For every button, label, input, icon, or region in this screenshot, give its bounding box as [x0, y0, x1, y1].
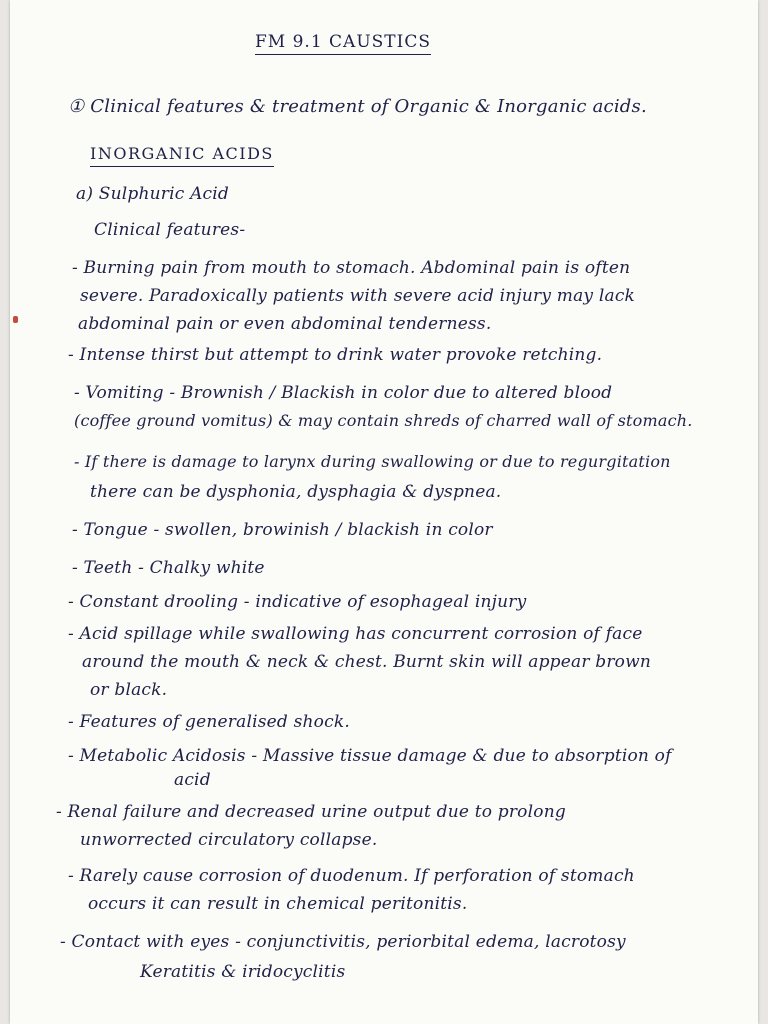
note-line: - Metabolic Acidosis - Massive tissue damage & due to absorption of: [68, 746, 672, 766]
note-line: - Contact with eyes - conjunctivitis, periorbital edema, lacrotosy: [60, 932, 626, 952]
section-heading: INORGANIC ACIDS: [90, 144, 274, 167]
note-line: Keratitis & iridocyclitis: [140, 962, 346, 982]
note-line: - Vomiting - Brownish / Blackish in color due to altered blood: [74, 383, 613, 403]
note-line: - Teeth - Chalky white: [72, 558, 265, 578]
note-line: there can be dysphonia, dysphagia & dyspnea.: [90, 482, 502, 502]
note-line: (coffee ground vomitus) & may contain shreds of charred wall of stomach.: [74, 411, 693, 430]
note-line: severe. Paradoxically patients with severe acid injury may lack: [80, 286, 636, 306]
note-line: - Rarely cause corrosion of duodenum. If perforation of stomach: [68, 866, 635, 886]
note-line: - Renal failure and decreased urine output due to prolong: [56, 802, 566, 822]
question-heading: ① Clinical features & treatment of Organic & Inorganic acids.: [68, 96, 647, 117]
note-line: acid: [174, 770, 211, 790]
note-line: - Intense thirst but attempt to drink water provoke retching.: [68, 345, 603, 365]
note-line: or black.: [90, 680, 168, 700]
note-line: abdominal pain or even abdominal tenderness.: [78, 314, 492, 334]
note-line: - Constant drooling - indicative of esophageal injury: [68, 592, 527, 612]
subsection-heading: a) Sulphuric Acid: [76, 184, 229, 204]
note-line: - Burning pain from mouth to stomach. Abdominal pain is often: [72, 258, 631, 278]
note-line: - If there is damage to larynx during swallowing or due to regurgitation: [74, 452, 671, 471]
note-line: occurs it can result in chemical peritonitis.: [88, 894, 468, 914]
note-line: - Acid spillage while swallowing has concurrent corrosion of face: [68, 624, 643, 644]
note-line: - Tongue - swollen, browinish / blackish in color: [72, 520, 493, 540]
page-margin-mark: [13, 316, 18, 323]
clinical-features-label: Clinical features-: [94, 220, 246, 240]
page-title: FM 9.1 CAUSTICS: [255, 32, 431, 55]
note-line: around the mouth & neck & chest. Burnt skin will appear brown: [82, 652, 652, 672]
note-line: - Features of generalised shock.: [68, 712, 350, 732]
notebook-page: [10, 0, 758, 1024]
note-line: unworrected circulatory collapse.: [80, 830, 378, 850]
